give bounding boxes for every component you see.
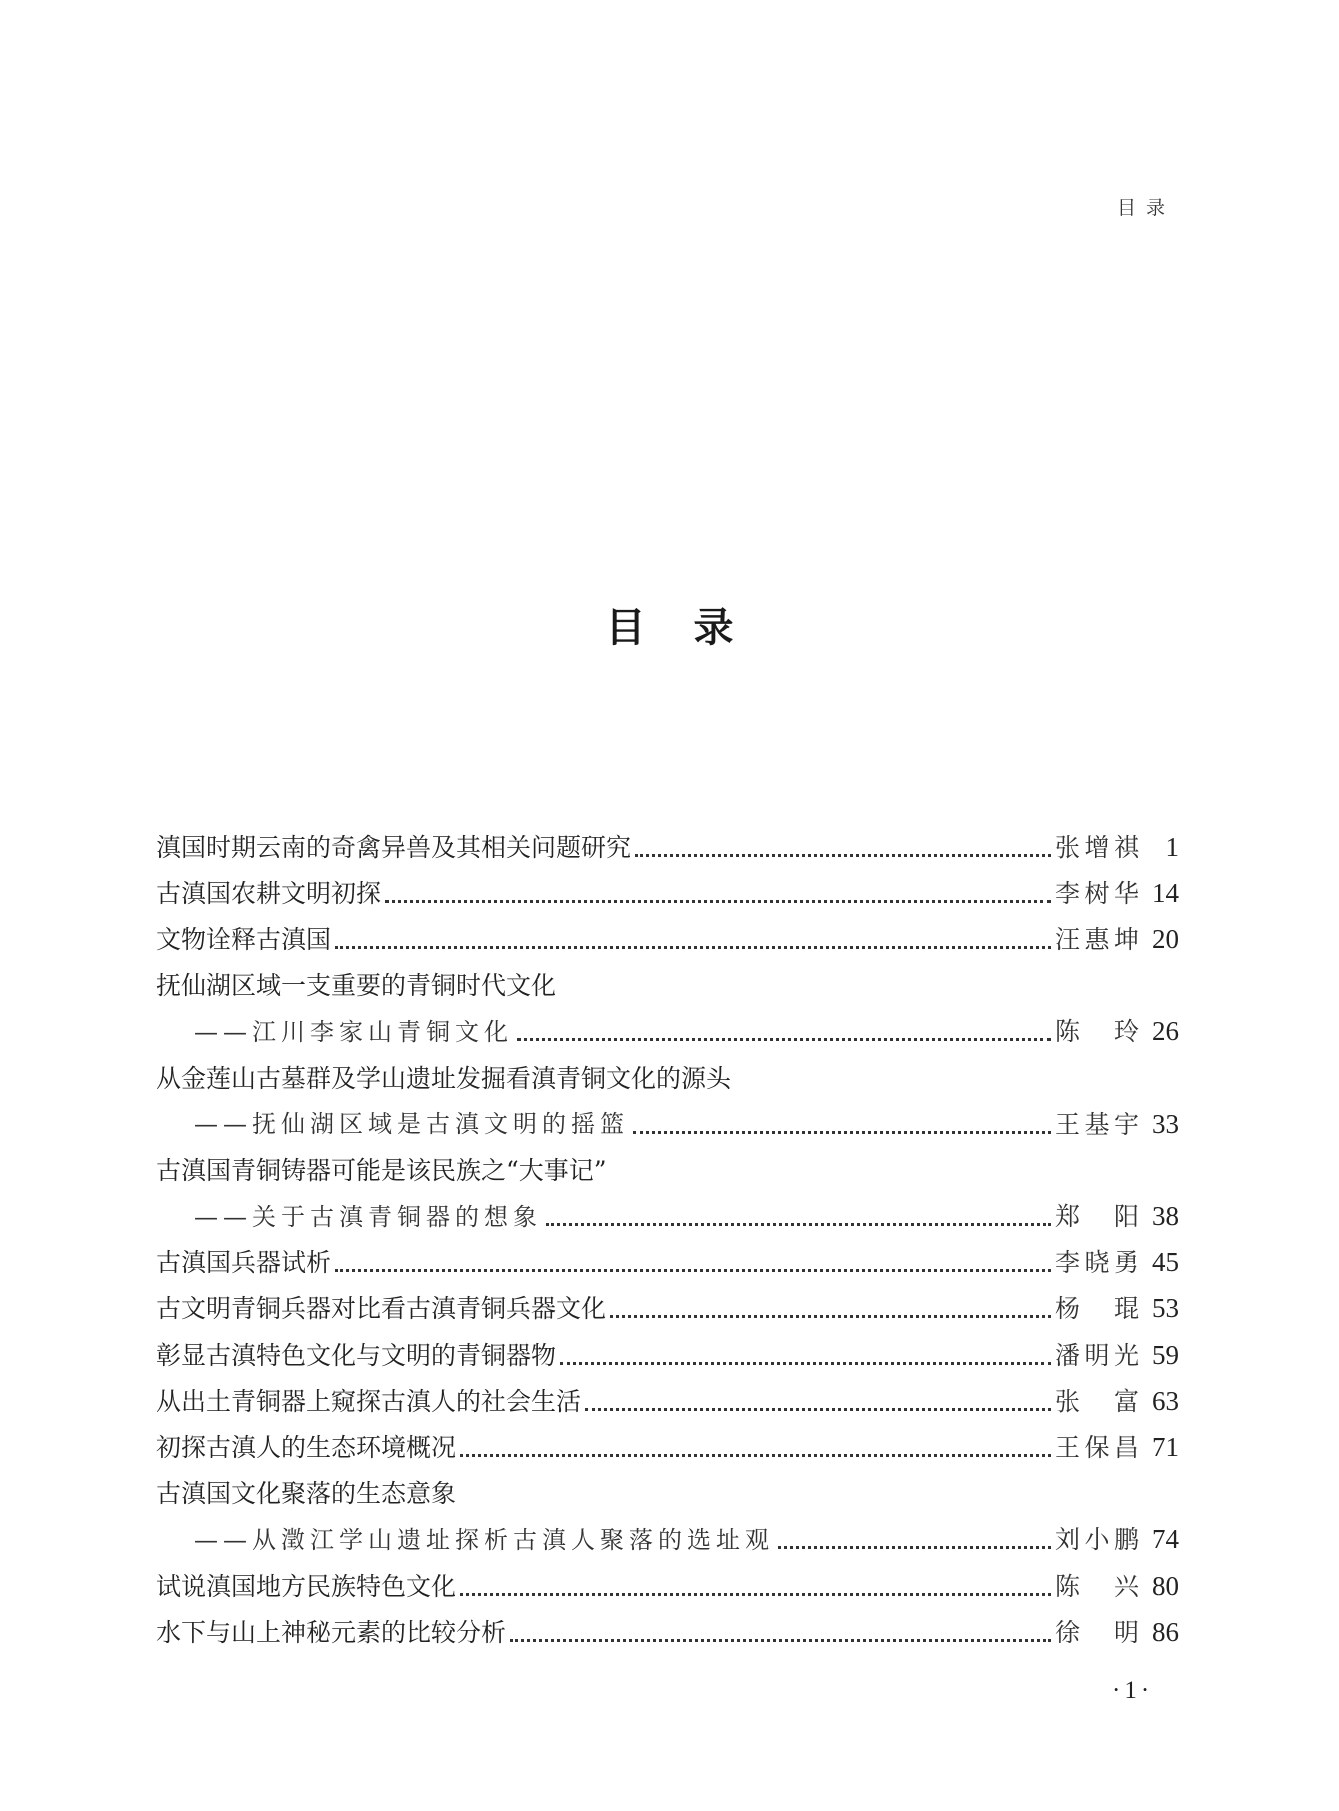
toc-entry-heading[interactable] bbox=[156, 1471, 1179, 1517]
toc-entry-heading[interactable] bbox=[156, 1055, 1179, 1101]
toc-entry-author bbox=[1055, 1386, 1139, 1416]
dot-leader bbox=[633, 1112, 1051, 1137]
toc-entry[interactable] bbox=[156, 1609, 1179, 1655]
toc-entry-page: 59 bbox=[1152, 1339, 1179, 1370]
table-of-contents bbox=[156, 824, 1179, 1655]
toc-entry-title: 水下与山上神秘元素的比较分析 bbox=[156, 1617, 507, 1647]
author-char: 树 bbox=[1084, 878, 1110, 908]
author-char: 李 bbox=[1055, 878, 1081, 908]
author-char: 惠 bbox=[1084, 924, 1110, 954]
toc-entry-page: 53 bbox=[1152, 1293, 1179, 1324]
author-char: 张 bbox=[1055, 1386, 1081, 1416]
toc-entry-subtitle[interactable] bbox=[156, 1009, 1179, 1055]
author-char: 陈 bbox=[1055, 1017, 1081, 1047]
toc-entry-title: 试说滇国地方民族特色文化 bbox=[156, 1571, 457, 1601]
author-char: 勇 bbox=[1113, 1248, 1139, 1278]
author-char: 徐 bbox=[1055, 1617, 1081, 1647]
toc-entry-subtitle[interactable] bbox=[156, 1101, 1179, 1147]
dot-leader bbox=[585, 1389, 1051, 1414]
toc-entry[interactable] bbox=[156, 824, 1179, 870]
author-char: 兴 bbox=[1113, 1571, 1139, 1601]
author-char: 潘 bbox=[1055, 1340, 1081, 1370]
toc-entry-subtitle-text: ——从澂江学山遗址探析古滇人聚落的选址观 bbox=[194, 1525, 774, 1554]
author-char: 阳 bbox=[1113, 1202, 1139, 1232]
toc-entry-page: 26 bbox=[1152, 1016, 1179, 1047]
author-char: 增 bbox=[1084, 832, 1110, 862]
author-char: 坤 bbox=[1113, 924, 1139, 954]
toc-entry-page: 20 bbox=[1152, 923, 1179, 954]
author-char: 基 bbox=[1084, 1109, 1110, 1139]
toc-entry-author bbox=[1055, 1202, 1139, 1232]
author-char: 宇 bbox=[1113, 1109, 1139, 1139]
author-char: 明 bbox=[1113, 1617, 1139, 1647]
dot-leader bbox=[510, 1620, 1051, 1645]
author-char: 富 bbox=[1113, 1386, 1139, 1416]
toc-entry-author bbox=[1055, 1109, 1139, 1139]
author-char: 昌 bbox=[1113, 1433, 1139, 1463]
author-char: 陈 bbox=[1055, 1571, 1081, 1601]
toc-entry-title: 从金莲山古墓群及学山遗址发掘看滇青铜文化的源头 bbox=[156, 1063, 732, 1093]
author-char: 汪 bbox=[1055, 924, 1081, 954]
toc-entry-page: 86 bbox=[1152, 1616, 1179, 1647]
toc-entry-title: 彰显古滇特色文化与文明的青铜器物 bbox=[156, 1340, 557, 1370]
toc-entry-title: 滇国时期云南的奇禽异兽及其相关问题研究 bbox=[156, 832, 632, 862]
toc-entry-author bbox=[1055, 878, 1139, 908]
author-char: 鹏 bbox=[1113, 1525, 1139, 1555]
dot-leader bbox=[546, 1204, 1051, 1229]
author-char: 光 bbox=[1113, 1340, 1139, 1370]
toc-entry-page: 71 bbox=[1152, 1432, 1179, 1463]
toc-entry-title: 古滇国青铜铸器可能是该民族之“大事记” bbox=[156, 1155, 607, 1185]
author-char: 刘 bbox=[1055, 1525, 1081, 1555]
author-char: 李 bbox=[1055, 1248, 1081, 1278]
toc-entry-subtitle-text: ——关于古滇青铜器的想象 bbox=[194, 1202, 542, 1231]
toc-entry-heading[interactable] bbox=[156, 963, 1179, 1009]
toc-entry-subtitle-text: ——抚仙湖区域是古滇文明的摇篮 bbox=[194, 1110, 629, 1139]
toc-entry-title: 文物诠释古滇国 bbox=[156, 924, 332, 954]
toc-entry-page: 63 bbox=[1152, 1385, 1179, 1416]
toc-entry[interactable] bbox=[156, 916, 1179, 962]
toc-entry-heading[interactable] bbox=[156, 1147, 1179, 1193]
toc-entry-title: 古滇国农耕文明初探 bbox=[156, 878, 382, 908]
dot-leader bbox=[385, 881, 1051, 906]
toc-entry-page: 74 bbox=[1152, 1524, 1179, 1555]
author-char: 琨 bbox=[1113, 1294, 1139, 1324]
dot-leader bbox=[335, 927, 1051, 952]
author-char: 华 bbox=[1113, 878, 1139, 908]
toc-entry-author bbox=[1055, 924, 1139, 954]
page-title: 目录 bbox=[605, 605, 782, 651]
toc-entry-author bbox=[1055, 1017, 1139, 1047]
author-char: 郑 bbox=[1055, 1202, 1081, 1232]
author-char: 明 bbox=[1084, 1340, 1110, 1370]
toc-entry[interactable] bbox=[156, 1286, 1179, 1332]
author-char: 张 bbox=[1055, 832, 1081, 862]
toc-entry[interactable] bbox=[156, 1563, 1179, 1609]
toc-entry-author bbox=[1055, 1294, 1139, 1324]
toc-entry-page: 38 bbox=[1152, 1201, 1179, 1232]
toc-entry-author bbox=[1055, 1571, 1139, 1601]
running-header: 目录 bbox=[1117, 197, 1176, 219]
author-char: 玲 bbox=[1113, 1017, 1139, 1047]
toc-entry-author bbox=[1055, 1248, 1139, 1278]
toc-entry-author bbox=[1055, 1340, 1139, 1370]
dot-leader bbox=[335, 1250, 1051, 1275]
toc-entry[interactable] bbox=[156, 1424, 1179, 1470]
toc-entry-page: 1 bbox=[1165, 831, 1179, 862]
author-char: 祺 bbox=[1113, 832, 1139, 862]
toc-entry-author bbox=[1055, 1525, 1139, 1555]
dot-leader bbox=[560, 1343, 1051, 1368]
toc-entry-subtitle[interactable] bbox=[156, 1194, 1179, 1240]
toc-entry-title: 初探古滇人的生态环境概况 bbox=[156, 1433, 457, 1463]
page-number: ·1· bbox=[1112, 1677, 1154, 1704]
author-char: 小 bbox=[1084, 1525, 1110, 1555]
toc-entry-title: 古滇国兵器试析 bbox=[156, 1248, 332, 1278]
toc-entry-title: 古滇国文化聚落的生态意象 bbox=[156, 1479, 457, 1509]
toc-entry-page: 80 bbox=[1152, 1570, 1179, 1601]
author-char: 保 bbox=[1084, 1433, 1110, 1463]
author-char: 王 bbox=[1055, 1109, 1081, 1139]
toc-entry-title: 古文明青铜兵器对比看古滇青铜兵器文化 bbox=[156, 1294, 607, 1324]
toc-entry[interactable] bbox=[156, 870, 1179, 916]
toc-entry-page: 45 bbox=[1152, 1247, 1179, 1278]
toc-entry-author bbox=[1055, 1433, 1139, 1463]
toc-entry-author bbox=[1055, 1617, 1139, 1647]
dot-leader bbox=[778, 1527, 1051, 1552]
dot-leader bbox=[460, 1435, 1051, 1460]
toc-entry-subtitle-text: ——江川李家山青铜文化 bbox=[194, 1017, 513, 1046]
author-char: 晓 bbox=[1084, 1248, 1110, 1278]
toc-entry[interactable] bbox=[156, 1332, 1179, 1378]
toc-entry-page: 33 bbox=[1152, 1108, 1179, 1139]
toc-entry[interactable] bbox=[156, 1240, 1179, 1286]
dot-leader bbox=[517, 1019, 1051, 1044]
dot-leader bbox=[610, 1296, 1051, 1321]
dot-leader bbox=[635, 835, 1051, 860]
author-char: 杨 bbox=[1055, 1294, 1081, 1324]
toc-entry-title: 从出土青铜器上窥探古滇人的社会生活 bbox=[156, 1386, 582, 1416]
toc-entry-subtitle[interactable] bbox=[156, 1517, 1179, 1563]
dot-leader bbox=[460, 1574, 1051, 1599]
toc-entry[interactable] bbox=[156, 1378, 1179, 1424]
toc-entry-title: 抚仙湖区域一支重要的青铜时代文化 bbox=[156, 971, 557, 1001]
toc-entry-author bbox=[1055, 832, 1139, 862]
author-char: 王 bbox=[1055, 1433, 1081, 1463]
toc-entry-page: 14 bbox=[1152, 877, 1179, 908]
